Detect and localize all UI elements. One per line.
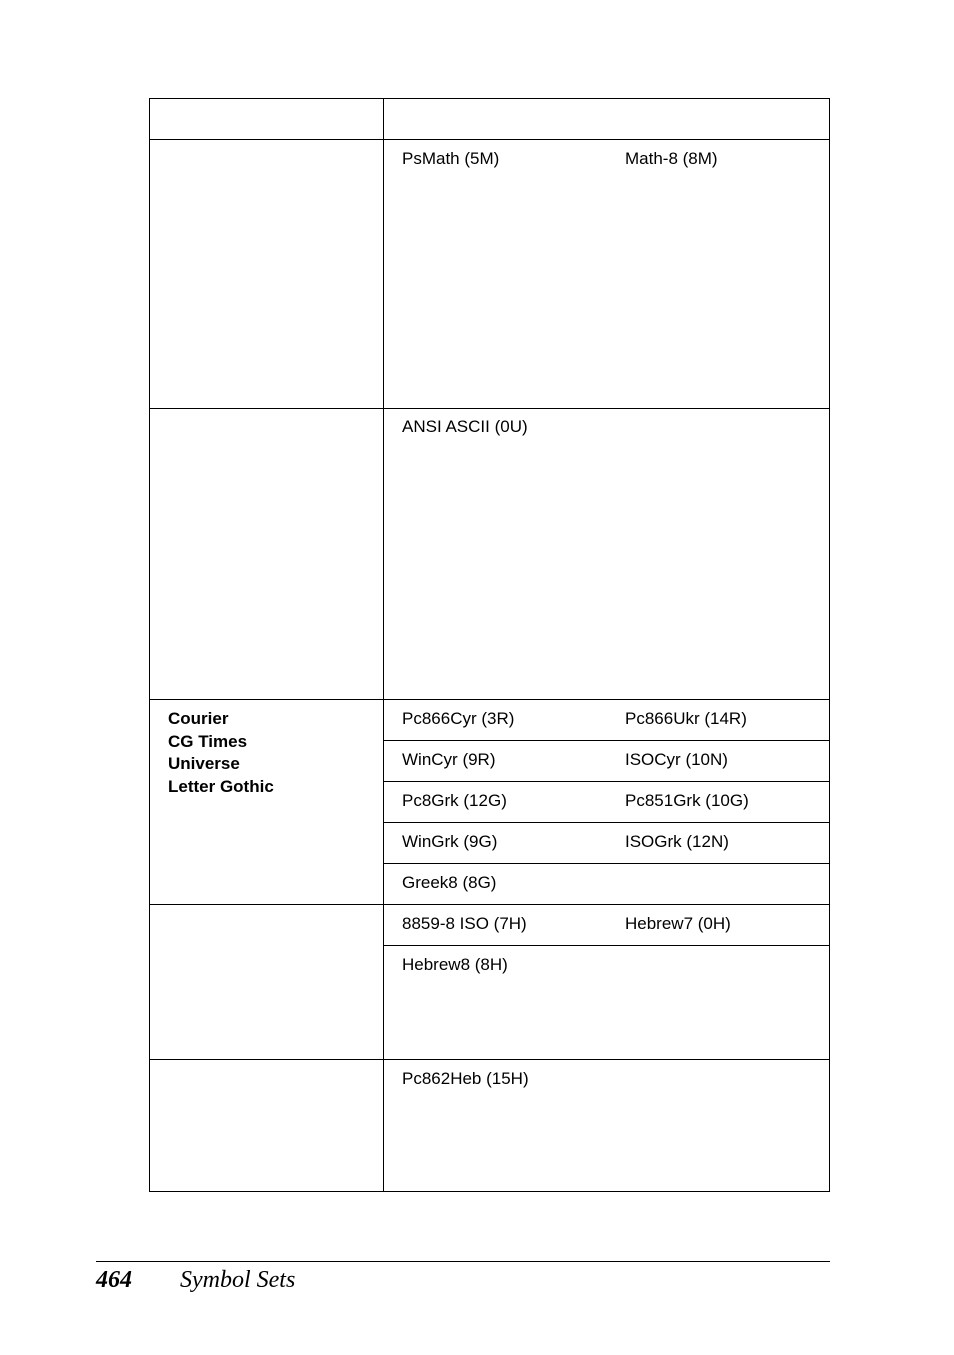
symbol-set-cell: Hebrew8 (8H) <box>402 955 508 974</box>
row-separator <box>383 822 830 823</box>
symbol-set-cell: Pc866Ukr (14R) <box>625 709 747 728</box>
symbol-set-cell: WinGrk (9G) <box>402 832 498 851</box>
table-border-top <box>149 98 830 99</box>
symbol-set-cell: Pc8Grk (12G) <box>402 791 507 810</box>
symbol-set-cell: 8859-8 ISO (7H) <box>402 914 527 933</box>
footer-rule <box>96 1261 830 1262</box>
symbol-set-cell: ISOCyr (10N) <box>625 750 728 769</box>
symbol-set-cell: Hebrew7 (0H) <box>625 914 731 933</box>
symbol-set-cell: Pc862Heb (15H) <box>402 1069 529 1088</box>
group-separator <box>149 1059 830 1060</box>
table-border-bottom <box>149 1191 830 1192</box>
header-row-separator <box>149 139 830 140</box>
font-name: Courier <box>168 709 229 728</box>
symbol-set-table <box>149 98 830 1192</box>
group-separator <box>149 408 830 409</box>
page-number: 464 <box>96 1267 132 1293</box>
font-name: CG Times <box>168 731 248 751</box>
row-separator <box>383 781 830 782</box>
symbol-set-cell: ANSI ASCII (0U) <box>402 417 528 436</box>
section-title: Symbol Sets <box>180 1267 296 1293</box>
table-border-left <box>149 98 150 1192</box>
symbol-set-cell: ISOGrk (12N) <box>625 832 729 851</box>
font-list <box>168 708 274 799</box>
symbol-set-cell: Pc851Grk (10G) <box>625 791 749 810</box>
font-name: Letter Gothic <box>168 777 274 797</box>
row-separator <box>383 740 830 741</box>
column-divider <box>383 98 384 1192</box>
row-separator <box>383 945 830 946</box>
symbol-set-cell: WinCyr (9R) <box>402 750 496 769</box>
font-name: Universe <box>168 754 240 774</box>
row-separator <box>383 863 830 864</box>
symbol-set-cell: Math-8 (8M) <box>625 149 718 168</box>
symbol-set-cell: Greek8 (8G) <box>402 873 497 892</box>
group-separator <box>149 904 830 905</box>
symbol-set-cell: Pc866Cyr (3R) <box>402 709 515 728</box>
table-border-right <box>829 98 830 1192</box>
group-separator <box>149 699 830 700</box>
symbol-set-cell: PsMath (5M) <box>402 149 500 168</box>
